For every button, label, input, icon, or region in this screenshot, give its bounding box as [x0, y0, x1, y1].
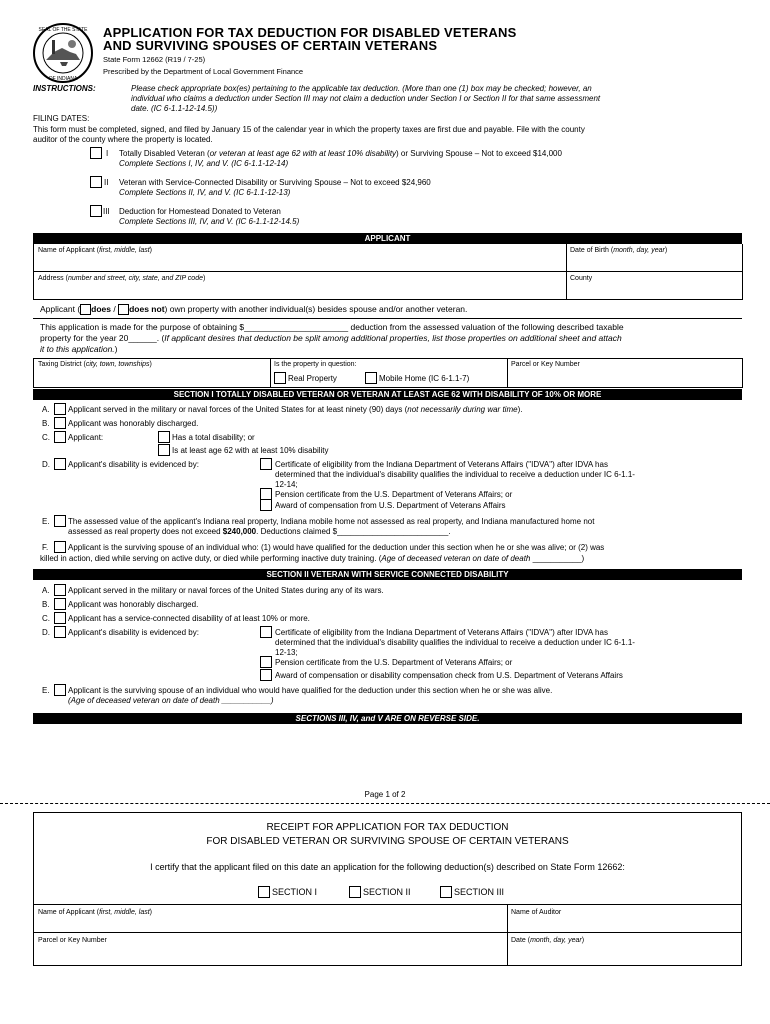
form-number: State Form 12662 (R19 / 7-25) [103, 55, 206, 64]
reverse-side-bar: SECTIONS III, IV, and V ARE ON REVERSE SIDE. [33, 713, 742, 724]
s1-d1-text: Certificate of eligibility from the Indiana Department of Veterans Affairs ("IDVA") after IDVA has determined that the individual's disability qualifies the individual to receive a deduction under IC 6-1.1- 12-14; [275, 460, 635, 489]
s2-b-checkbox[interactable] [54, 598, 66, 610]
receipt-title-line2: FOR DISABLED VETERAN OR SURVIVING SPOUSE OF CERTAIN VETERANS [206, 836, 569, 847]
receipt-name-field[interactable] [36, 916, 504, 930]
prescribed-by: Prescribed by the Department of Local Government Finance [103, 67, 304, 76]
taxing-district-label: Taxing District (city, town, townships) [38, 361, 152, 368]
s1-letter-d: D. [42, 460, 50, 469]
option-iii-text: Deduction for Homestead Donated to Veteran [119, 207, 281, 216]
instructions-label: INSTRUCTIONS: [33, 84, 96, 93]
s2-d-checkbox[interactable] [54, 626, 66, 638]
s1-a-text: Applicant served in the military or naval forces of the United States for at least ninety (90) days (not necessarily during war time). [68, 405, 523, 414]
name-of-applicant-label: Name of Applicant (first, middle, last) [38, 247, 153, 254]
parcel-key-label: Parcel or Key Number [511, 361, 580, 368]
s1-e-checkbox[interactable] [54, 515, 66, 527]
option-ii-checkbox[interactable] [90, 176, 102, 188]
real-property-checkbox[interactable] [274, 372, 286, 384]
name-of-applicant-field[interactable] [36, 255, 564, 270]
receipt-section-i-checkbox[interactable] [258, 886, 270, 898]
s1-a-checkbox[interactable] [54, 403, 66, 415]
s1-c-text: Applicant: [68, 433, 104, 442]
form-title-line2: AND SURVIVING SPOUSES OF CERTAIN VETERANS [103, 38, 438, 53]
s1-letter-b: B. [42, 419, 50, 428]
svg-text:SEAL OF THE STATE: SEAL OF THE STATE [38, 27, 88, 33]
s2-letter-b: B. [42, 600, 50, 609]
page-number: Page 1 of 2 [364, 790, 406, 799]
option-i-number: I [106, 149, 109, 158]
taxing-district-field[interactable] [36, 370, 268, 385]
property-question-label: Is the property in question: [274, 361, 357, 368]
s1-d-text: Applicant's disability is evidenced by: [68, 460, 199, 469]
receipt-certify: I certify that the applicant filed on this date an application for the following deduction(s) described on State Form 12662: [150, 862, 625, 872]
s1-letter-a: A. [42, 405, 50, 414]
s1-c1-checkbox[interactable] [158, 431, 170, 443]
s1-d2-text: Pension certificate from the U.S. Department of Veterans Affairs; or [275, 490, 513, 499]
cut-line [0, 803, 770, 804]
option-ii-sections: Complete Sections II, IV, and V. (IC 6-1.1-12-13) [119, 188, 291, 197]
s1-f-text: Applicant is the surviving spouse of an individual who: (1) would have qualified for the deduction under this section when he or she was alive; or (2) was [68, 543, 605, 552]
date-of-birth-label: Date of Birth (month, day, year) [570, 247, 668, 254]
option-i-checkbox[interactable] [90, 147, 102, 159]
s2-letter-e: E. [42, 686, 50, 695]
receipt-section-ii-checkbox[interactable] [349, 886, 361, 898]
receipt-date-label: Date (month, day, year) [511, 937, 585, 944]
s2-c-checkbox[interactable] [54, 612, 66, 624]
s2-a-checkbox[interactable] [54, 584, 66, 596]
s1-d1-checkbox[interactable] [260, 458, 272, 470]
s2-d1-text: Certificate of eligibility from the Indiana Department of Veterans Affairs ("IDVA") after IDVA has determined that the individual's disability qualifies the individual to receive a deduction under IC 6-1.1- 12-13; [275, 628, 635, 657]
s2-letter-c: C. [42, 614, 50, 623]
s2-letter-d: D. [42, 628, 50, 637]
s1-f-checkbox[interactable] [54, 541, 66, 553]
filing-text: This form must be completed, signed, and filed by January 15 of the calendar year in which the property taxes are first due and payable. File with the county auditor of the county where the property is located. [33, 125, 585, 144]
s2-d1-checkbox[interactable] [260, 626, 272, 638]
filing-label: FILING DATES: [33, 114, 90, 123]
option-i-text: Totally Disabled Veteran (or veteran at least age 62 with at least 10% disability) or Surviving Spouse – Not to exceed $14,000 [119, 149, 562, 158]
option-iii-checkbox[interactable] [90, 205, 102, 217]
state-seal [32, 22, 94, 84]
receipt-parcel-field[interactable] [36, 945, 504, 963]
s2-e-checkbox[interactable] [54, 684, 66, 696]
s2-a-text: Applicant served in the military or naval forces of the United States during any of its wars. [68, 586, 384, 595]
svg-text:OF INDIANA: OF INDIANA [48, 76, 78, 82]
s1-b-checkbox[interactable] [54, 417, 66, 429]
instructions-text: Please check appropriate box(es) pertaining to the applicable tax deduction. (More than one (1) box may be checked; however, an individual who claims a deduction under Section III may not claim a deduction under Section I or Section II for that same assessment date. (IC 6-1.1-12-14.5)) [131, 84, 601, 113]
s2-d-text: Applicant's disability is evidenced by: [68, 628, 199, 637]
s1-b-text: Applicant was honorably discharged. [68, 419, 199, 428]
real-property-label: Real Property [288, 374, 337, 383]
option-ii-text: Veteran with Service-Connected Disability or Surviving Spouse – Not to exceed $24,960 [119, 178, 431, 187]
receipt-date-field[interactable] [510, 945, 739, 963]
address-label: Address (number and street, city, state, and ZIP code) [38, 275, 206, 282]
receipt-parcel-label: Parcel or Key Number [38, 937, 107, 944]
s1-c-checkbox[interactable] [54, 431, 66, 443]
s2-letter-a: A. [42, 586, 50, 595]
s2-b-text: Applicant was honorably discharged. [68, 600, 199, 609]
s1-e-text: The assessed value of the applicant's Indiana real property, Indiana mobile home not assessed as real property, and Indiana manufactured home not assessed as real property does not exceed $240,000. Deductions claimed $_________________________. [68, 517, 595, 536]
s1-c2-checkbox[interactable] [158, 444, 170, 456]
parcel-key-field[interactable] [510, 370, 739, 385]
option-iii-number: III [103, 207, 110, 216]
section-i-bar: SECTION I TOTALLY DISABLED VETERAN OR VETERAN AT LEAST AGE 62 WITH DISABILITY OF 10% OR MORE [33, 389, 742, 400]
does-not-checkbox[interactable] [118, 304, 129, 315]
s1-letter-f: F. [42, 543, 49, 552]
s1-f-text-line2: killed in action, died while serving on active duty, or died while performing inactive duty training. (Age of deceased veteran on date of death ___________) [40, 554, 585, 563]
ownership-statement: Applicant ( does / does not) own property with another individual(s) besides spouse and/or another veteran. [40, 304, 468, 314]
receipt-title-line1: RECEIPT FOR APPLICATION FOR TAX DEDUCTION [266, 822, 509, 833]
option-ii-number: II [104, 178, 109, 187]
receipt-auditor-field[interactable] [510, 916, 739, 930]
receipt-section-iii-checkbox[interactable] [440, 886, 452, 898]
s1-c1-text: Has a total disability; or [172, 433, 255, 442]
s2-d3-checkbox[interactable] [260, 669, 272, 681]
option-i-sections: Complete Sections I, IV, and V. (IC 6-1.1-12-14) [119, 159, 289, 168]
s1-d-checkbox[interactable] [54, 458, 66, 470]
receipt-section-iii-label: SECTION III [454, 887, 505, 897]
receipt-section-i-label: SECTION I [272, 887, 318, 897]
form-title-line1: APPLICATION FOR TAX DEDUCTION FOR DISABLED VETERANS [103, 25, 517, 40]
county-label: County [570, 275, 593, 282]
mobile-home-label: Mobile Home (IC 6-1.1-7) [379, 374, 470, 383]
s1-d3-checkbox[interactable] [260, 499, 272, 511]
address-field[interactable] [36, 283, 564, 298]
s1-d3-text: Award of compensation from U.S. Department of Veterans Affairs [275, 501, 506, 510]
s2-d2-text: Pension certificate from the U.S. Department of Veterans Affairs; or [275, 658, 513, 667]
receipt-auditor-label: Name of Auditor [511, 909, 562, 916]
s1-letter-c: C. [42, 433, 50, 442]
s2-d3-text: Award of compensation or disability compensation check from U.S. Department of Veterans Affairs [275, 671, 623, 680]
s2-e-text: Applicant is the surviving spouse of an individual who would have qualified for the deduction under this section when he or she was alive. (Age of deceased veteran on date of death ___________) [68, 686, 553, 705]
applicant-bar: APPLICANT [33, 233, 742, 244]
purpose-statement: This application is made for the purpose of obtaining $______________________ deduction from the assessed valuation of the following described taxable property for the year 20______. (If applicant desires that deduction be split among additional properties, list those properties on additional sheet and attach it to this application.) [40, 322, 624, 354]
s1-letter-e: E. [42, 517, 50, 526]
receipt-section-ii-label: SECTION II [363, 887, 411, 897]
county-field[interactable] [569, 283, 739, 298]
does-checkbox[interactable] [80, 304, 91, 315]
option-iii-sections: Complete Sections III, IV, and V. (IC 6-1.1-12-14.5) [119, 217, 300, 226]
s1-c2-text: Is at least age 62 with at least 10% disability [172, 446, 329, 455]
s2-d2-checkbox[interactable] [260, 656, 272, 668]
mobile-home-checkbox[interactable] [365, 372, 377, 384]
s2-c-text: Applicant has a service-connected disability of at least 10% or more. [68, 614, 310, 623]
section-ii-bar: SECTION II VETERAN WITH SERVICE CONNECTED DISABILITY [33, 569, 742, 580]
receipt-name-label: Name of Applicant (first, middle, last) [38, 909, 153, 916]
date-of-birth-field[interactable] [569, 255, 739, 270]
